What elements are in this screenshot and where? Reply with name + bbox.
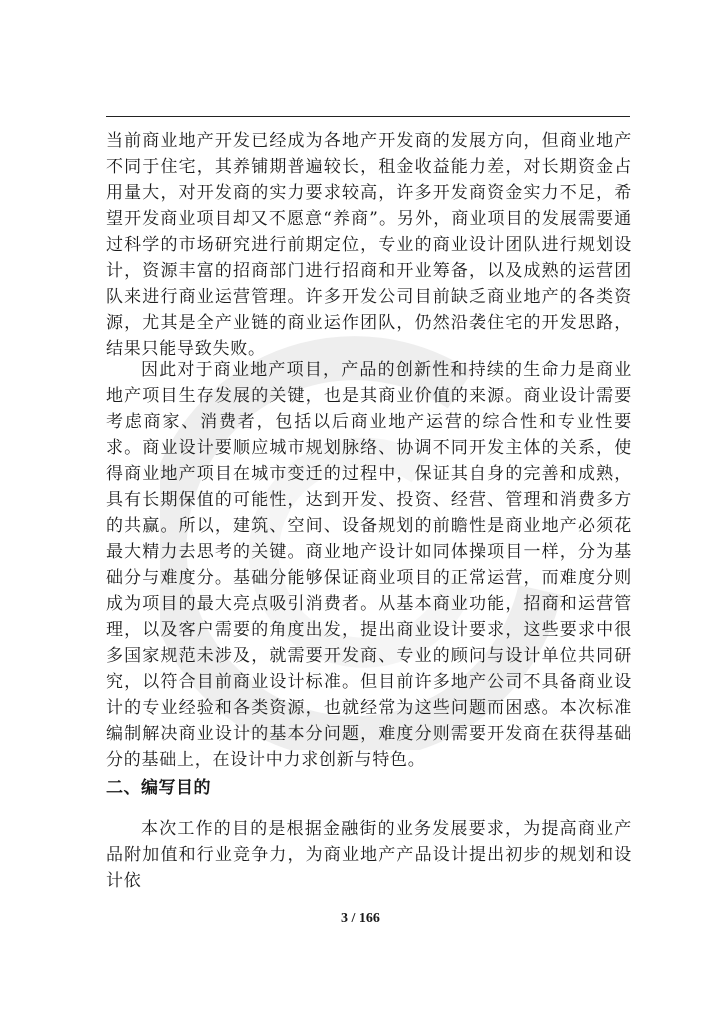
body-paragraph-2: 因此对于商业地产项目，产品的创新性和持续的生命力是商业地产项目生存发展的关键，也是其商业价值的来源。商业设计需要考虑商家、消费者，包括以后商业地产运营的综合性和专业性要求。商业设计要顺应城市规划脉络、协调不同开发主体的关系，使得商业地产项目在城市变迁的过程中，保证其自身的完善和成熟，具有长期保值的可能性，达到开发、投资、经营、管理和消费多方的共赢。所以，建筑、空间、设备规划的前瞻性是商业地产必须花最大精力去思考的关键。商业地产设计如同体操项目一样，分为基础分与难度分。基础分能够保证商业项目的正常运营，而难度分则成为项目的最大亮点吸引消费者。从基本商业功能，招商和运营管理，以及客户需要的角度出发，提出商业设计要求，这些要求中很多国家规范未涉及，就需要开发商、专业的顾问与设计单位共同研究，以符合目前商业设计标准。但目前许多地产公司不具备商业设计的专业经验和各类资源，也就经常为这些问题而困惑。本次标准编制解决商业设计的基本分问题，难度分则需要开发商在获得基础分的基础上，在设计中力求创新与特色。 xyxy=(106,360,632,770)
section-heading: 二、编写目的 xyxy=(106,778,211,798)
section-paragraph: 本次工作的目的是根据金融街的业务发展要求，为提高商业产品附加值和行业竞争力，为商业地产产品设计提出初步的规划和设计依 xyxy=(106,819,632,891)
page-number: 3 / 166 xyxy=(341,911,380,926)
header-rule xyxy=(106,116,630,117)
body-paragraph-1: 当前商业地产开发已经成为各地产开发商的发展方向，但商业地产不同于住宅，其养铺期普遍较长，租金收益能力差，对长期资金占用量大，对开发商的实力要求较高，许多开发商资金实力不足，希望开发商业项目却又不愿意“养商”。另外，商业项目的发展需要通过科学的市场研究进行前期定位，专业的商业设计团队进行规划设计，资源丰富的招商部门进行招商和开业筹备，以及成熟的运营团队来进行商业运营管理。许多开发公司目前缺乏商业地产的各类资源，尤其是全产业链的商业运作团队，仍然沿袭住宅的开发思路，结果只能导致失败。 xyxy=(106,131,632,359)
